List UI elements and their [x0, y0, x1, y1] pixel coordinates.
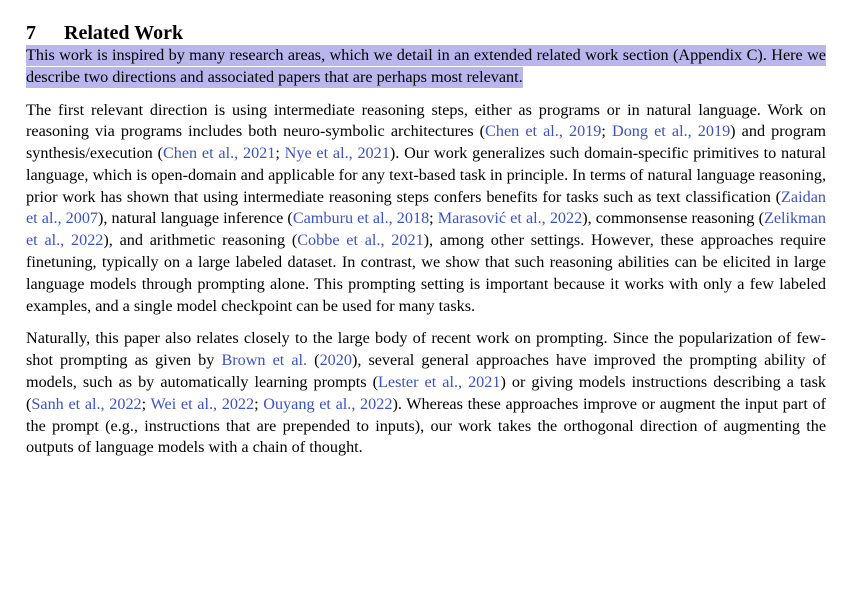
text-segment: ) or giving models instructions describing a task (: [26, 372, 827, 413]
text-segment: ), among other settings. However, these approaches require finetuning, typically on a large labeled dataset. In contrast, we show that such reasoning abilities can be elicited in large language models through prompting alone. This prompting setting is important because it works with only a few labeled examples, and a single model checkpoint can be used for many tasks.: [26, 231, 826, 315]
section-heading: [26, 22, 846, 45]
citation-link[interactable]: Dong et al., 2019: [612, 122, 731, 141]
citation-link[interactable]: Zelikman et al., 2022: [26, 209, 826, 250]
text-segment: (: [307, 351, 320, 370]
text-segment: ). Our work generalizes such domain-specific primitives to natural language, which is open-domain and applicable for any text-based task in principle. In terms of natural language reasoning, prior work has shown that using intermediate reasoning steps confers benefits for tasks such as text classification (: [26, 144, 826, 206]
text-segment: ) and program synthesis/execution (: [26, 122, 826, 163]
highlighted-text: This work is inspired by many research areas, which we detail in an extended related work section (Appendix C). Here we describe two directions and associated papers that are perhaps most relevant.: [26, 46, 826, 86]
citation-link[interactable]: Camburu et al., 2018: [292, 209, 430, 228]
citation-link[interactable]: Sanh et al., 2022: [31, 394, 142, 413]
text-segment: ), natural language inference (: [98, 209, 293, 228]
citation-link[interactable]: Marasović et al., 2022: [437, 209, 583, 228]
text-segment: Naturally, this paper also relates closely to the large body of recent work on prompting. Since the popularization of few-shot prompting as given by: [26, 329, 826, 370]
text-segment: The first relevant direction is using intermediate reasoning steps, either as programs or in natural language. Work on reasoning via programs includes both neuro-symbolic architectures (: [26, 100, 826, 141]
paragraph-highlighted: [26, 45, 826, 89]
paper-page: [0, 22, 846, 602]
body-column: [26, 45, 826, 459]
text-segment: ). Whereas these approaches improve or augment the input part of the prompt (e.g., instructions that are prepended to inputs), our work takes the orthogonal direction of augmenting the outputs of language models with a chain of thought.: [26, 394, 826, 457]
text-segment: ), commonsense reasoning (: [582, 209, 764, 228]
text-segment: ), and arithmetic reasoning (: [103, 231, 298, 250]
text-segment: ;: [601, 122, 613, 141]
citation-link[interactable]: Wei et al., 2022: [150, 394, 255, 413]
text-segment: ), several general approaches have improved the prompting ability of models, such as by automatically learning prompts (: [26, 351, 826, 391]
citation-link[interactable]: Brown et al.: [221, 351, 308, 370]
citation-link[interactable]: Chen et al., 2019: [485, 122, 602, 141]
text-segment: ;: [429, 209, 438, 228]
section-number: 7: [26, 22, 36, 44]
citation-link[interactable]: 2020: [319, 351, 352, 370]
citation-link[interactable]: Nye et al., 2021: [284, 144, 390, 163]
text-segment: ;: [254, 394, 264, 413]
citation-link[interactable]: Chen et al., 2021: [162, 144, 276, 163]
citation-link[interactable]: Zaidan et al., 2007: [26, 187, 826, 228]
paragraph-intermediate-reasoning: [26, 100, 826, 318]
citation-link[interactable]: Ouyang et al., 2022: [263, 394, 393, 413]
citation-link[interactable]: Cobbe et al., 2021: [297, 231, 424, 250]
citation-link[interactable]: Lester et al., 2021: [378, 372, 501, 391]
page-title: Related Work: [64, 22, 184, 44]
text-segment: ;: [141, 394, 151, 413]
paragraph-prompting: [26, 328, 826, 459]
text-segment: ;: [275, 144, 285, 163]
